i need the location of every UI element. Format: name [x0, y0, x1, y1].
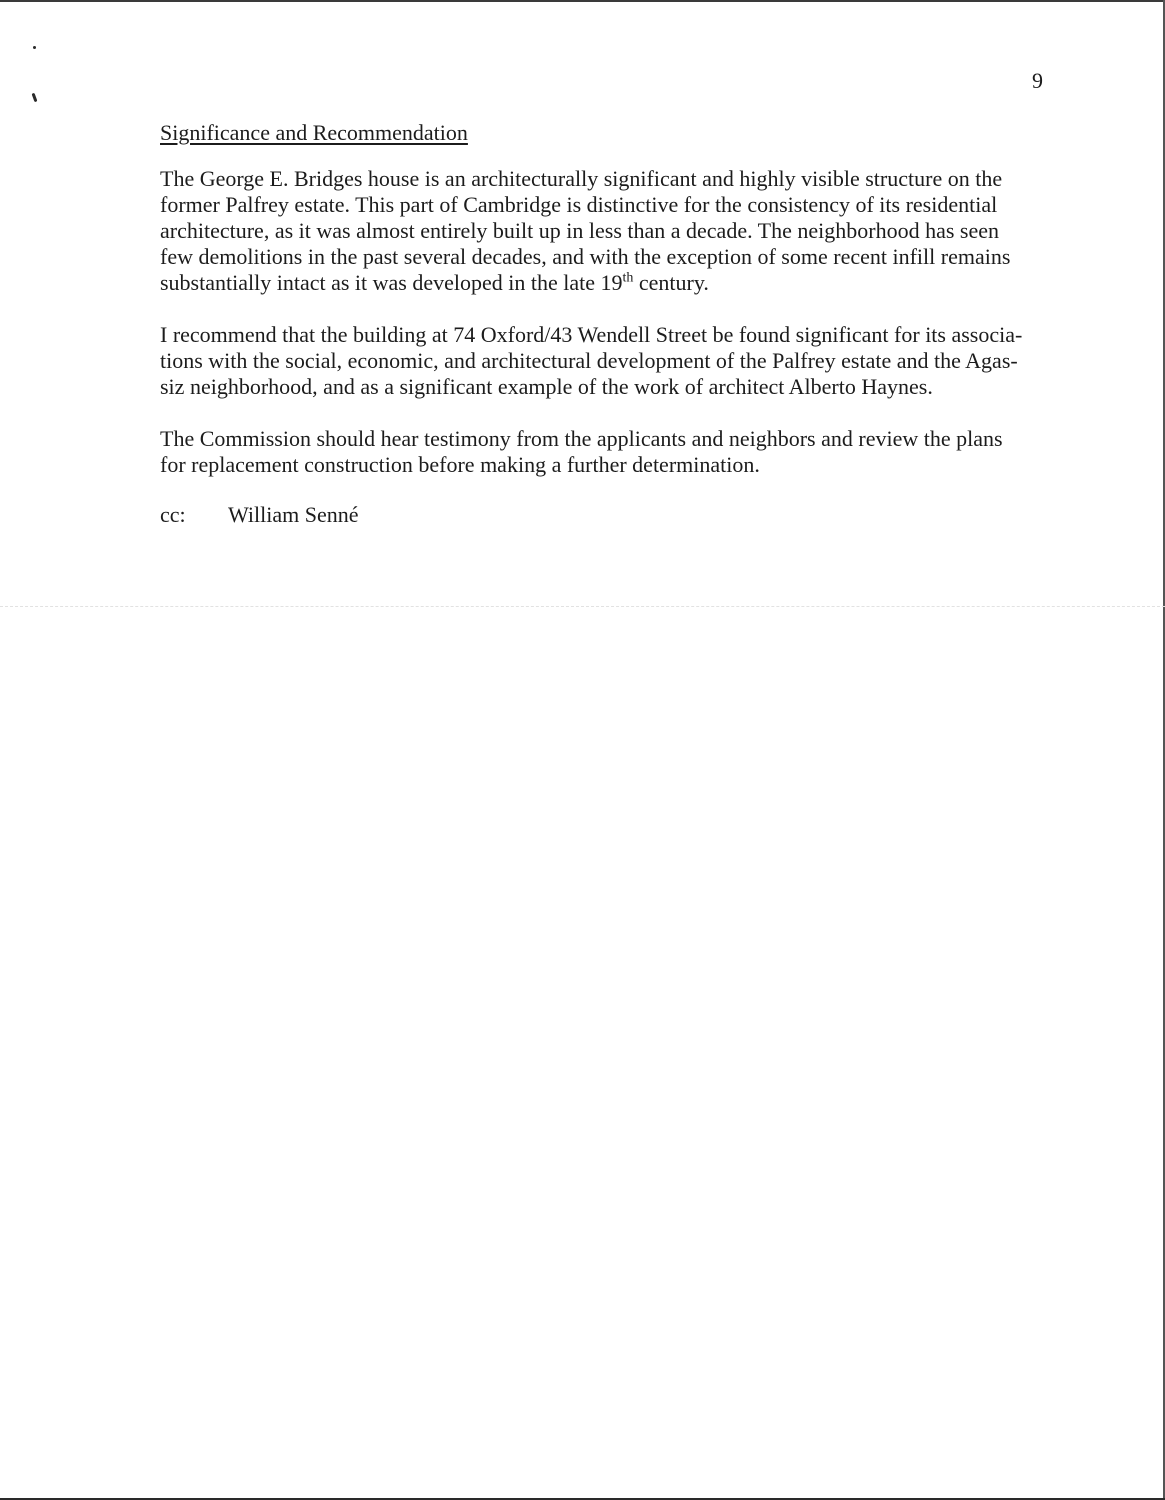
text-line — [160, 270, 1060, 296]
text-line: siz neighborhood, and as a significant example of the work of architect Alberto Haynes. — [160, 374, 933, 399]
text-line: The Commission should hear testimony from the applicants and neighbors and review the plans — [160, 426, 1003, 451]
scan-speck — [33, 46, 36, 49]
cc-recipient: William Senné — [228, 502, 359, 527]
paragraph-commission — [160, 426, 1060, 478]
scan-fold-line — [0, 606, 1165, 607]
text-line: architecture, as it was almost entirely built up in less than a decade. The neighborhood has seen — [160, 218, 1000, 243]
cc-line — [160, 502, 1060, 528]
text-line: few demolitions in the past several decades, and with the exception of some recent infill remains — [160, 244, 1011, 269]
text-line: former Palfrey estate. This part of Cambridge is distinctive for the consistency of its residential — [160, 192, 998, 217]
ordinal-suffix: th — [622, 270, 634, 286]
document-body — [160, 118, 1060, 528]
text-segment: substantially intact as it was developed in the late 19 — [160, 270, 623, 295]
text-line: for replacement construction before making a further determination. — [160, 452, 760, 477]
scan-speck — [32, 93, 38, 102]
scan-border-top — [0, 0, 1165, 2]
paragraph-significance — [160, 166, 1060, 296]
paragraph-recommendation — [160, 322, 1060, 400]
text-line: tions with the social, economic, and architectural development of the Palfrey estate and the Agas- — [160, 348, 1018, 373]
text-segment: century. — [633, 270, 709, 295]
cc-label: cc: — [160, 502, 186, 527]
text-line: I recommend that the building at 74 Oxford/43 Wendell Street be found significant for its associa- — [160, 322, 1023, 347]
section-heading: Significance and Recommendation — [160, 120, 468, 145]
text-line: The George E. Bridges house is an architecturally significant and highly visible structure on the — [160, 166, 1003, 191]
page-number: 9 — [1032, 68, 1043, 93]
